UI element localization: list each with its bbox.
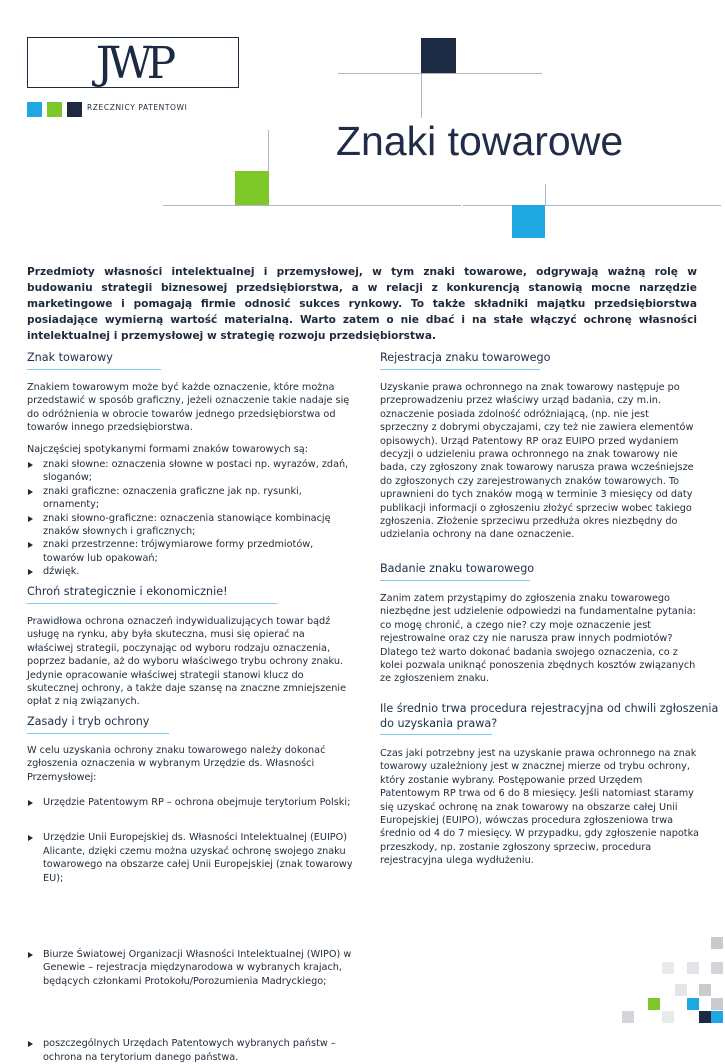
cyan-square-icon [27, 102, 42, 117]
paragraph: Zanim zatem przystąpimy do zgłoszenia znaku towarowego niezbędne jest udzielenie odpowiedzi na fundamentalne pytania: co mogę chronić, a czego nie? czy moje oznaczenie jest rejestrowalne oraz czy nie narusza praw innych podmiotów? Dlatego też warto dokonać badania swojego oznaczenia, co z kolei pozwala uniknąć ponoszenia zbędnych kosztów związanych ze zgłoszeniem znaku. [380, 593, 696, 685]
green-square-icon [47, 102, 62, 117]
pixel-square-icon [662, 962, 674, 974]
pixel-square-icon [699, 984, 711, 996]
section-heading: Chroń strategicznie i ekonomicznie! [27, 585, 228, 598]
pixel-square-icon [711, 1011, 723, 1023]
paragraph: Uzyskanie prawa ochronnego na znak towarowy następuje po przeprowadzeniu przez właściwy urząd badania, czy m.in. oznaczenie posiada zdolność odróżniającą, (np. nie jest sprzeczny z dobrymi obyczajami, czy też nie zawiera elementów opisowych). Urząd Patentowy RP oraz EUIPO przed wydaniem decyzji o udzieleniu prawa ochronnego na znak towarowy nie bada, czy zgłoszony znak towarowy narusza prawa wcześniejsze do zgłoszonych czy zarejestrowanych znaków towarowych. To uprawnieni do tych znaków mogą w terminie 3 miesięcy od daty publikacji informacji o zgłoszeniu złożyć sprzeciw wobec takiego zgłoszenia. Złożenie sprzeciwu przedłuża okres niezbędny do udzielania ochrony na dane oznaczenie. [380, 382, 694, 541]
heading-underline [380, 580, 530, 581]
list-item: poszczególnych Urzędach Patentowych wybranych państw – ochrona na terytorium danego państwa. [27, 1037, 343, 1064]
form-list [27, 458, 352, 579]
divider [545, 184, 546, 205]
heading-underline [380, 734, 492, 735]
logo [27, 37, 239, 88]
paragraph: Znakiem towarowym może być każde oznaczenie, które można przedstawić w sposób graficzny, jeżeli oznaczenie takie nadaje się do odróżnienia w obrocie towarów jednego przedsiębiorstwa od towarów innego przedsiębiorstwa. [27, 382, 350, 434]
pixel-square-icon [687, 962, 699, 974]
heading-underline [380, 369, 540, 370]
list-item: znaki słowne: oznaczenia słowne w postaci np. wyrazów, zdań, sloganów; [27, 458, 352, 485]
list-item: Urzędzie Patentowym RP – ochrona obejmuje terytorium Polski; [27, 796, 363, 809]
divider [338, 73, 542, 74]
divider [163, 205, 461, 206]
section-heading: do uzyskania prawa? [380, 717, 498, 730]
intro-paragraph: Przedmioty własności intelektualnej i przemysłowej, w tym znaki towarowe, odgrywają ważną rolę w budowaniu strategii biznesowej przedsiębiorstwa, a w relacji z konkurencją stanowią mocne narzędzie marketingowe i pomagają firmie odnosić sukces rynkowy. To także składniki majątku przedsiębiorstwa posiadające wymierną wartość materialną. Warto zatem o nie dbać i na stałe włączyć ochronę własności intelektualnej i przemysłowej w strategię rozwoju przedsiębiorstwa. [27, 266, 697, 342]
section-heading: Znak towarowy [27, 351, 113, 364]
section-heading: Badanie znaku towarowego [380, 562, 535, 575]
pixel-square-icon [662, 1011, 674, 1023]
heading-underline [27, 603, 277, 604]
pixel-square-icon [699, 1011, 711, 1023]
list-item: Biurze Światowej Organizacji Własności Intelektualnej (WIPO) w Genewie – rejestracja międzynarodowa w wybranych krajach, będących członkami Protokołu/Porozumienia Madryckiego; [27, 948, 363, 988]
green-square-icon [235, 171, 269, 205]
page-title: Znaki towarowe [336, 118, 624, 164]
list-item: znaki przestrzenne: trójwymiarowe formy przedmiotów, towarów lub opakowań; [27, 538, 352, 565]
logo-text: JWP [95, 38, 171, 89]
tagline: RZECZNICY PATENTOWI [87, 103, 188, 112]
paragraph: Czas jaki potrzebny jest na uzyskanie prawa ochronnego na znak towarowy uzależniony jest w znacznej mierze od trybu ochrony, który zostanie wybrany. Postępowanie przed Urzędem Patentowym RP trwa od 6 do 8 miesięcy. Jeśli natomiast staramy się uzyskać ochronę na znak towarowy na obszarze całej Unii Europejskiej (EUIPO), wówczas procedura zgłoszeniowa trwa średnio od 4 do 7 miesięcy. W przypadku, gdy zgłoszenie napotka przeszkody, np. zostanie zgłoszony sprzeciw, procedura rejestracyjna ulega wydłużeniu. [380, 748, 699, 867]
section-heading: Ile średnio trwa procedura rejestracyjna od chwili zgłoszenia [380, 702, 719, 715]
cyan-square-icon [512, 205, 545, 238]
divider [421, 73, 422, 118]
pixel-square-icon [687, 998, 699, 1010]
paragraph: Prawidłowa ochrona oznaczeń indywidualizujących towar bądź usługę na rynku, aby była skuteczna, musi się opierać na właściwej strategii, poczynając od wyboru rodzaju oznaczenia, poprzez badanie, aż do wyboru właściwego trybu ochrony znaku. Jedynie opracowanie właściwej strategii stanowi klucz do skutecznej ochrony, a także daje szansę na znaczne zmniejszenie opłat z nią związanych. [27, 616, 347, 708]
list-item: dźwięk. [27, 565, 352, 578]
paragraph: Najczęściej spotykanymi formami znaków towarowych są: [27, 444, 308, 455]
pixel-square-icon [675, 984, 687, 996]
heading-underline [27, 733, 169, 734]
divider [463, 205, 721, 206]
heading-underline [27, 369, 161, 370]
paragraph: W celu uzyskania ochrony znaku towarowego należy dokonać zgłoszenia oznaczenia w wybranym Urzędzie ds. Własności Przemysłowej: [27, 745, 326, 783]
navy-square-icon [421, 38, 456, 73]
pixel-square-icon [711, 962, 723, 974]
pixel-square-icon [648, 998, 660, 1010]
section-heading: Zasady i tryb ochrony [27, 715, 150, 728]
list-item: znaki słowno-graficzne: oznaczenia stanowiące kombinację znaków słownych i graficznych; [27, 512, 352, 539]
pixel-square-icon [622, 1011, 634, 1023]
navy-square-icon [67, 102, 82, 117]
pixel-square-icon [711, 937, 723, 949]
list-item: znaki graficzne: oznaczenia graficzne jak np. rysunki, ornamenty; [27, 485, 352, 512]
pixel-square-icon [711, 998, 723, 1010]
section-heading: Rejestracja znaku towarowego [380, 351, 551, 364]
list-item: Urzędzie Unii Europejskiej ds. Własności Intelektualnej (EUIPO) Alicante, dzięki czemu można uzyskać ochronę swojego znaku towarowego na obszarze całej Unii Europejskiej (znak towarowy EU); [27, 831, 363, 885]
